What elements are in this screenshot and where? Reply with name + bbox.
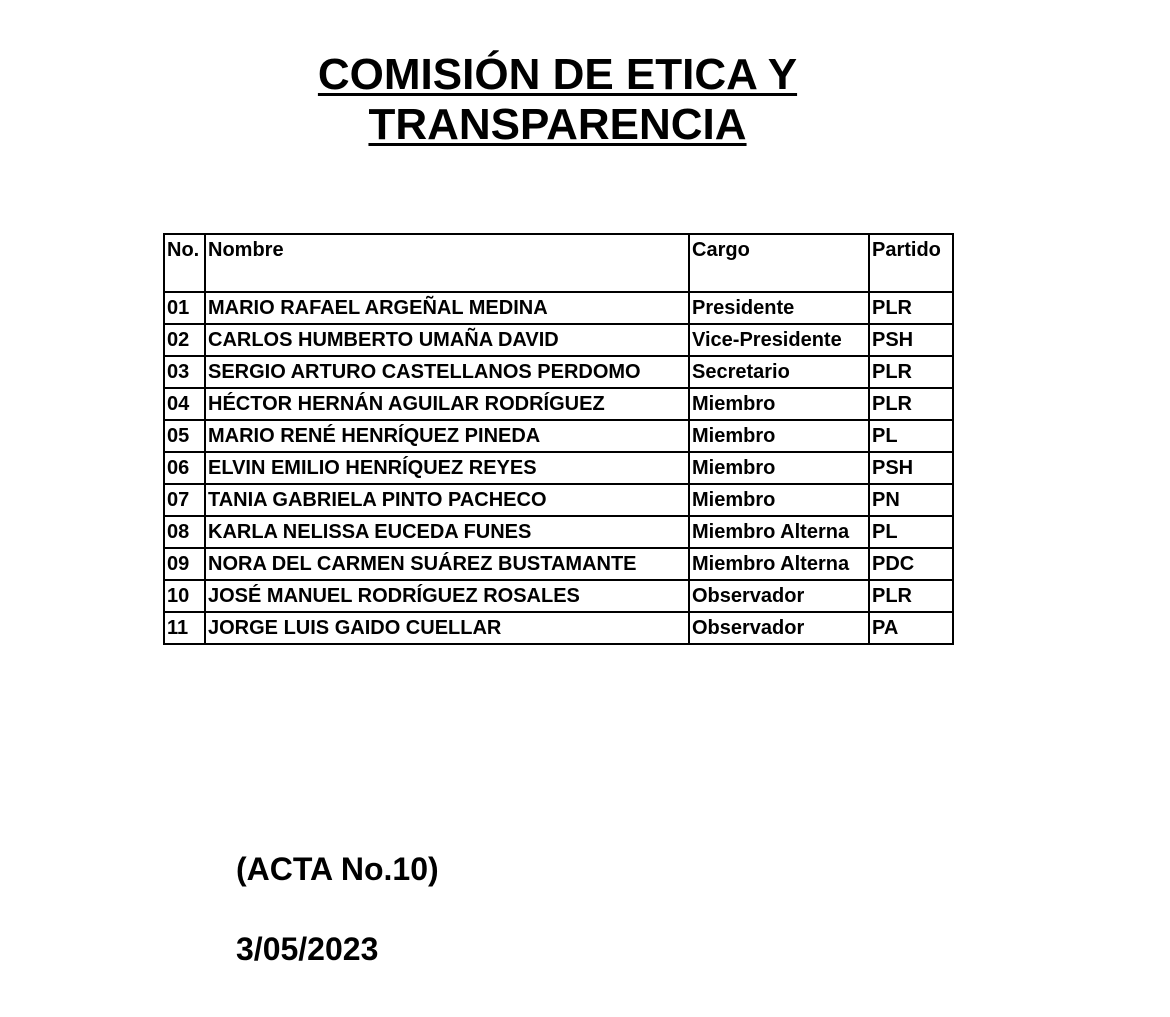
cell-partido: PLR	[869, 292, 953, 324]
table-row	[164, 420, 953, 452]
cell-no: 02	[164, 324, 205, 356]
cell-no: 09	[164, 548, 205, 580]
table-row	[164, 356, 953, 388]
cell-nombre: NORA DEL CARMEN SUÁREZ BUSTAMANTE	[205, 548, 689, 580]
cell-nombre: HÉCTOR HERNÁN AGUILAR RODRÍGUEZ	[205, 388, 689, 420]
table-row	[164, 580, 953, 612]
cell-partido: PSH	[869, 452, 953, 484]
cell-no: 11	[164, 612, 205, 644]
table-row	[164, 484, 953, 516]
cell-partido: PDC	[869, 548, 953, 580]
table-row	[164, 452, 953, 484]
header-no: No.	[164, 234, 205, 292]
cell-nombre: KARLA NELISSA EUCEDA FUNES	[205, 516, 689, 548]
cell-cargo: Miembro	[689, 420, 869, 452]
title-line-1: COMISIÓN DE ETICA Y	[317, 50, 798, 99]
cell-nombre: MARIO RENÉ HENRÍQUEZ PINEDA	[205, 420, 689, 452]
table-header-row	[164, 234, 953, 292]
cell-partido: PL	[869, 516, 953, 548]
cell-cargo: Vice-Presidente	[689, 324, 869, 356]
table-row	[164, 548, 953, 580]
cell-no: 03	[164, 356, 205, 388]
cell-cargo: Miembro Alterna	[689, 548, 869, 580]
table-row	[164, 292, 953, 324]
cell-cargo: Observador	[689, 580, 869, 612]
cell-no: 01	[164, 292, 205, 324]
title-line-2: TRANSPARENCIA	[368, 100, 747, 149]
acta-number: (ACTA No.10)	[236, 851, 439, 887]
cell-nombre: MARIO RAFAEL ARGEÑAL MEDINA	[205, 292, 689, 324]
cell-cargo: Miembro	[689, 388, 869, 420]
cell-partido: PA	[869, 612, 953, 644]
table-row	[164, 612, 953, 644]
cell-cargo: Secretario	[689, 356, 869, 388]
cell-cargo: Miembro	[689, 484, 869, 516]
cell-no: 08	[164, 516, 205, 548]
members-table	[163, 233, 954, 645]
cell-partido: PL	[869, 420, 953, 452]
cell-partido: PN	[869, 484, 953, 516]
cell-partido: PLR	[869, 356, 953, 388]
cell-no: 10	[164, 580, 205, 612]
cell-nombre: TANIA GABRIELA PINTO PACHECO	[205, 484, 689, 516]
cell-nombre: JORGE LUIS GAIDO CUELLAR	[205, 612, 689, 644]
cell-cargo: Miembro Alterna	[689, 516, 869, 548]
cell-nombre: SERGIO ARTURO CASTELLANOS PERDOMO	[205, 356, 689, 388]
table-row	[164, 388, 953, 420]
cell-partido: PLR	[869, 580, 953, 612]
document-title	[0, 50, 1115, 150]
table-row	[164, 324, 953, 356]
cell-partido: PLR	[869, 388, 953, 420]
header-cargo: Cargo	[689, 234, 869, 292]
cell-no: 07	[164, 484, 205, 516]
cell-no: 04	[164, 388, 205, 420]
cell-no: 06	[164, 452, 205, 484]
cell-partido: PSH	[869, 324, 953, 356]
table-body	[164, 292, 953, 644]
header-nombre: Nombre	[205, 234, 689, 292]
cell-no: 05	[164, 420, 205, 452]
header-partido: Partido	[869, 234, 953, 292]
cell-cargo: Observador	[689, 612, 869, 644]
cell-nombre: ELVIN EMILIO HENRÍQUEZ REYES	[205, 452, 689, 484]
cell-cargo: Miembro	[689, 452, 869, 484]
cell-cargo: Presidente	[689, 292, 869, 324]
document-date: 3/05/2023	[236, 931, 379, 967]
table-row	[164, 516, 953, 548]
cell-nombre: JOSÉ MANUEL RODRÍGUEZ ROSALES	[205, 580, 689, 612]
cell-nombre: CARLOS HUMBERTO UMAÑA DAVID	[205, 324, 689, 356]
